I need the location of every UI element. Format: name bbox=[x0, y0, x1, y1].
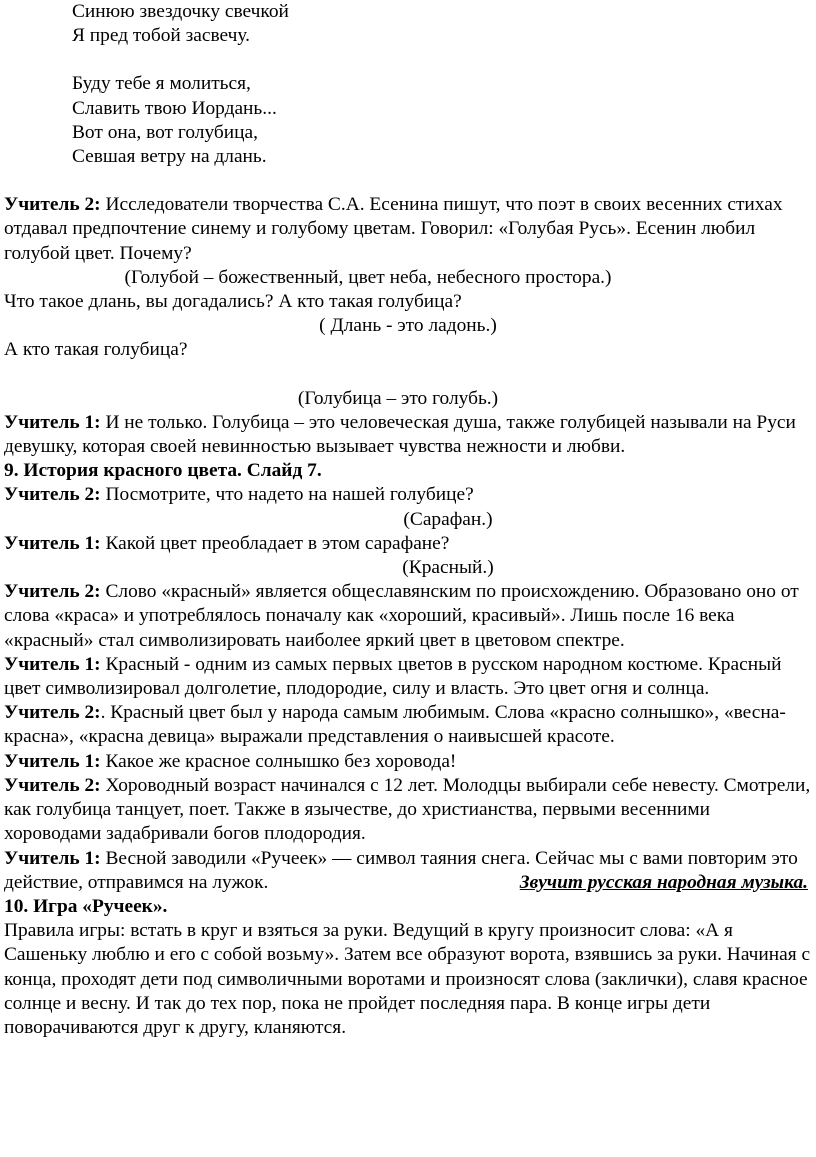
poem-line: Севшая ветру на длань. bbox=[72, 146, 267, 168]
poem-line: Я пред тобой засвечу. bbox=[72, 25, 251, 47]
answer-text: ( Длань - это ладонь.) bbox=[319, 315, 497, 337]
poem-line: Буду тебе я молиться, bbox=[72, 73, 251, 95]
speaker-label: Учитель 1: bbox=[4, 847, 101, 869]
paragraph-text: Исследователи творчества С.А. Есенина пишут, что поэт в своих весенних стихах отдавал предпочтение синему и голубому цветам. Говорил: «Голубая Русь». Есенин любил голубой цвет. Почему? bbox=[4, 194, 783, 264]
section-heading-10: 10. Игра «Ручеек». bbox=[4, 895, 168, 917]
speaker-label: Учитель 1: bbox=[4, 750, 101, 772]
paragraph-text: Какой цвет преобладает в этом сарафане? bbox=[100, 532, 450, 554]
paragraph-text: И не только. Голубица – это человеческая душа, также голубицей называли на Руси девушку, которая своей невинностью вызывает чувства нежности и любви. bbox=[4, 411, 796, 458]
teacher1-paragraph bbox=[4, 847, 812, 895]
speaker-label: Учитель 1: bbox=[4, 532, 101, 554]
music-cue: Звучит русская народная музыка. bbox=[519, 871, 808, 893]
question-line: Что такое длань, вы догадались? А кто такая голубица? bbox=[4, 291, 462, 313]
question-line: А кто такая голубица? bbox=[4, 339, 188, 361]
answer-line bbox=[4, 508, 812, 532]
answer-text: (Красный.) bbox=[402, 557, 494, 579]
poem-line: Славить твою Иордань... bbox=[72, 97, 277, 119]
teacher2-paragraph bbox=[4, 580, 812, 653]
section-heading-9: 9. История красного цвета. Слайд 7. bbox=[4, 460, 322, 482]
paragraph-text: . Красный цвет был у народа самым любимым. Слова «красно солнышко», «весна-красна», «красна девица» выражали представления о наивысшей красоте. bbox=[4, 702, 786, 748]
teacher2-paragraph bbox=[4, 701, 812, 749]
document-page bbox=[4, 0, 812, 1040]
answer-text: (Сарафан.) bbox=[403, 508, 493, 530]
speaker-label: Учитель 2: bbox=[4, 581, 101, 603]
paragraph-text: Красный - одним из самых первых цветов в русском народном костюме. Красный цвет символизировал долголетие, плодородие, силу и власть. Это цвет огня и солнца. bbox=[4, 653, 782, 700]
teacher2-paragraph bbox=[4, 193, 812, 266]
paragraph-text: Какое же красное солнышко без хоровода! bbox=[100, 750, 457, 772]
paragraph-text: Весной заводили «Ручеек» — символ таяния снега. Сейчас мы с вами повторим это действие, отправимся на лужок. bbox=[4, 847, 798, 893]
answer-text: (Голубой – божественный, цвет неба, небесного простора.) bbox=[124, 266, 612, 288]
speaker-label: Учитель 1: bbox=[4, 411, 101, 433]
speaker-label: Учитель 2: bbox=[4, 702, 101, 724]
paragraph-text: Хороводный возраст начинался с 12 лет. Молодцы выбирали себе невесту. Смотрели, как голубица танцует, поет. Также в язычестве, до христианства, первыми весенними хороводами задабривали богов плодородия. bbox=[4, 774, 811, 845]
answer-text: (Голубица – это голубь.) bbox=[297, 387, 499, 409]
paragraph-text: Посмотрите, что надето на нашей голубице? bbox=[100, 484, 474, 506]
answer-line bbox=[4, 314, 812, 338]
poem-line: Вот она, вот голубица, bbox=[72, 121, 258, 143]
poem-line: Синюю звездочку свечкой bbox=[72, 1, 289, 22]
speaker-label: Учитель 1: bbox=[4, 653, 101, 675]
teacher1-paragraph bbox=[4, 411, 812, 459]
answer-line bbox=[4, 266, 812, 290]
teacher1-paragraph bbox=[4, 532, 812, 556]
poem bbox=[4, 0, 812, 169]
teacher1-paragraph bbox=[4, 653, 812, 701]
paragraph-text: Слово «красный» является общеславянским по происхождению. Образовано оно от слова «краса» и употреблялось поначалу как «хороший, красивый». Лишь после 16 века «красный» стал символизировать наиболее яркий цвет в цветовом спектре. bbox=[4, 581, 799, 651]
speaker-label: Учитель 2: bbox=[4, 194, 101, 216]
teacher2-paragraph bbox=[4, 483, 812, 507]
game-rules-paragraph: Правила игры: встать в круг и взяться за руки. Ведущий в кругу произносит слова: «А я Сашеньку люблю и его с собой возьму». Затем все образуют ворота, взявшись за руки. Начиная с конца, проходят дети под символичными воротами и произносят слова (заклички), славя красное солнце и весну. И так до тех пор, пока не пройдет последняя пара. В конце игры дети поворачиваются друг к другу, кланяются. bbox=[4, 920, 811, 1038]
teacher1-paragraph bbox=[4, 750, 812, 774]
answer-line bbox=[4, 556, 812, 580]
answer-line bbox=[4, 387, 812, 411]
speaker-label: Учитель 2: bbox=[4, 774, 101, 796]
teacher2-paragraph bbox=[4, 774, 812, 847]
speaker-label: Учитель 2: bbox=[4, 484, 101, 506]
